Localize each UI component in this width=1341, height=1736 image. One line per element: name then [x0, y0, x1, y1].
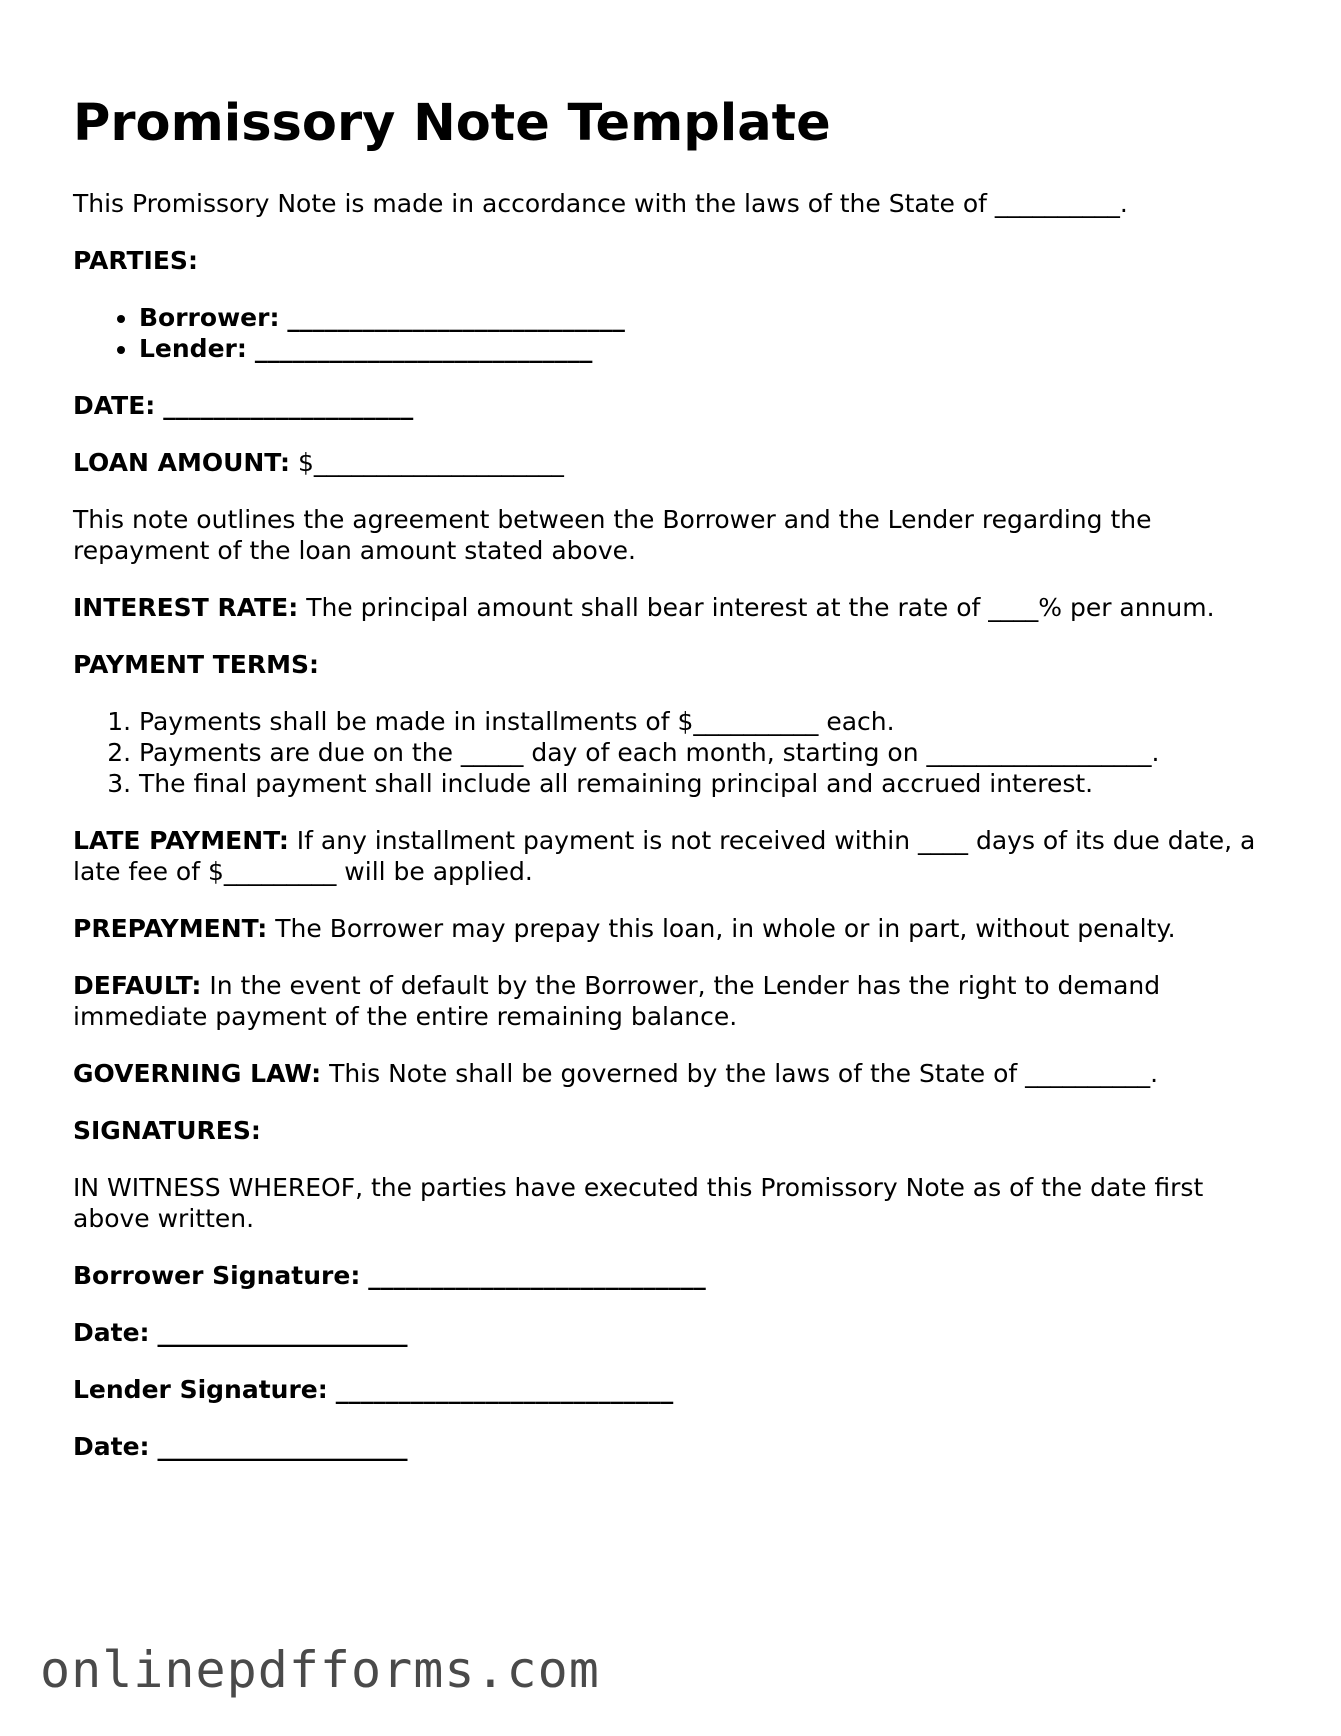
borrower-blank: ___________________________ [287, 303, 625, 332]
late-payment-clause [73, 825, 1273, 887]
prepayment-text: The Borrower may prepay this loan, in whole or in part, without penalty. [275, 914, 1176, 943]
lender-blank: ___________________________ [254, 334, 593, 363]
prepayment-clause [73, 913, 1273, 944]
lender-date-line [73, 1431, 1273, 1462]
payment-terms-list [73, 706, 1273, 799]
governing-law-label: GOVERNING LAW: [73, 1059, 322, 1088]
governing-law-text: This Note shall be governed by the laws of the State of __________. [329, 1059, 1159, 1088]
late-payment-text: If any installment payment is not received within ____ days of its due date, a late fee of $_________ will be applied. [73, 826, 1256, 886]
borrower-signature-label: Borrower Signature: [73, 1261, 361, 1290]
loan-amount-label: LOAN AMOUNT: [73, 448, 290, 477]
default-clause [73, 970, 1273, 1032]
lender-item [139, 333, 1273, 364]
lender-signature-label: Lender Signature: [73, 1375, 328, 1404]
borrower-signature-line [73, 1260, 1273, 1291]
lender-signature-line [73, 1374, 1273, 1405]
signatures-heading: SIGNATURES: [73, 1116, 261, 1145]
borrower-date-line [73, 1317, 1273, 1348]
loan-amount-blank: $____________________ [297, 448, 564, 477]
payment-term-item: 3. The final payment shall include all remaining principal and accrued interest. [139, 768, 1273, 799]
lender-date-blank: ____________________ [157, 1432, 408, 1461]
payment-term-item: 1. Payments shall be made in installments of $__________ each. [139, 706, 1273, 737]
watermark: onlinepdfforms.com [40, 1641, 600, 1699]
payment-terms-heading: PAYMENT TERMS: [73, 650, 319, 679]
loan-amount-line [73, 447, 1273, 478]
default-text: In the event of default by the Borrower, the Lender has the right to demand immediate payment of the entire remaining balance. [73, 971, 1161, 1031]
payment-term-item: 2. Payments are due on the _____ day of each month, starting on __________________. [139, 737, 1273, 768]
borrower-signature-blank: ___________________________ [368, 1261, 706, 1290]
page-title: Promissory Note Template [73, 94, 831, 153]
lender-date-label: Date: [73, 1432, 150, 1461]
intro-text: This Promissory Note is made in accordance with the laws of the State of __________. [73, 189, 1128, 218]
interest-rate-text: The principal amount shall bear interest at the rate of ____% per annum. [306, 593, 1215, 622]
lender-signature-blank: ___________________________ [335, 1375, 674, 1404]
outline-text: This note outlines the agreement between the Borrower and the Lender regarding the repayment of the loan amount stated above. [73, 505, 1152, 565]
interest-rate-clause [73, 592, 1273, 623]
document-page [73, 0, 1273, 1462]
borrower-date-label: Date: [73, 1318, 150, 1347]
date-blank: ____________________ [163, 391, 414, 420]
borrower-label: Borrower: [139, 303, 280, 332]
default-label: DEFAULT: [73, 971, 202, 1000]
date-line [73, 390, 1273, 421]
prepayment-label: PREPAYMENT: [73, 914, 268, 943]
lender-label: Lender: [139, 334, 247, 363]
interest-rate-label: INTEREST RATE: [73, 593, 299, 622]
late-payment-label: LATE PAYMENT: [73, 826, 289, 855]
borrower-item [139, 302, 1273, 333]
parties-list [73, 302, 1273, 364]
witness-text: IN WITNESS WHEREOF, the parties have executed this Promissory Note as of the date first above written. [73, 1173, 1204, 1233]
governing-law-clause [73, 1058, 1273, 1089]
borrower-date-blank: ____________________ [157, 1318, 408, 1347]
date-label: DATE: [73, 391, 156, 420]
parties-heading: PARTIES: [73, 246, 198, 275]
